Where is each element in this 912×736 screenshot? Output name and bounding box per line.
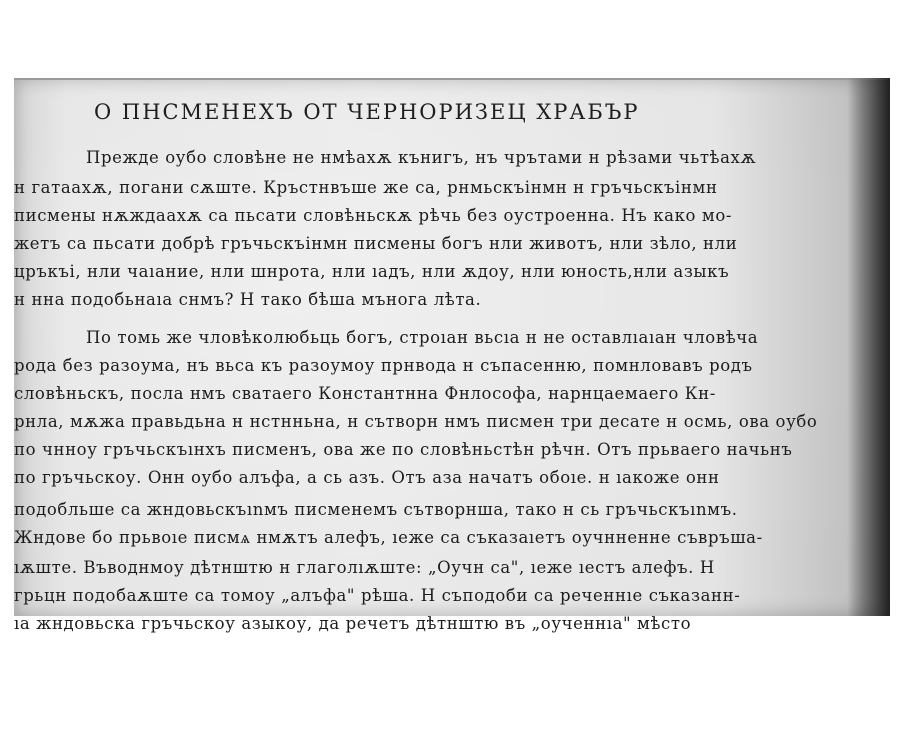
page-binding-shadow	[848, 78, 890, 616]
text-line: Прежде оубо словѣне не нмѣахѫ кънигъ, нъ чрътами н рѣзами чьтѣахѫ	[86, 148, 757, 167]
text-line: жетъ са пьсати добрѣ гръчьскъінмн писмены богъ нли животъ, нли зѣло, нли	[14, 234, 738, 253]
text-line: рнла, мѫжа правьдьна н нстнньна, н сътворн нмъ писмен три десате н осмь, ова оубо	[14, 412, 818, 431]
text-line: ıѫште. Въводнмоу дѣтнштю н глаголıѫште: „Оучн са", ıеже ıестъ алефъ. Н	[14, 558, 715, 577]
text-line: Жндове бо прьвоıе писмѧ нмѫтъ алефъ, ıеже са съказаıетъ оучнненне съвръша-	[14, 528, 763, 547]
text-line: грьцн подобаѫште са томоу „алъфа" рѣша. Н съподоби са реченнıе съказанн-	[14, 586, 741, 605]
text-line: подобльше са жндовьскъınмъ писменемъ сътворнша, тако н сь гръчьскъınмъ.	[14, 500, 738, 519]
text-line: По томь же чловѣколюбьць богъ, строıан вьсıа н не оставлıаıан чловѣча	[86, 328, 759, 347]
page-title: О ПНСМЕНЕХЪ ОТ ЧЕРНОРИЗЕЦ ХРАБЪР	[94, 100, 640, 124]
text-line: ıа жндовьска гръчьскоу азыкоу, да речетъ дѣтнштю въ „оученнıа" мѣсто	[14, 614, 692, 633]
text-line: н гатаахѫ, погани сѫште. Кръстнвъше же са, рнмьскъінмн н гръчьскъінмн	[14, 178, 718, 197]
text-line: писмены нѫждаахѫ са пьсати словѣньскѫ рѣчь без оустроенна. Нъ како мо-	[14, 206, 733, 225]
text-line: рода без разоума, нъ вьса къ разоумоу прнвода н съпасенню, помнловавъ родъ	[14, 356, 753, 375]
text-line: по чнноу гръчьскъıнхъ писменъ, ова же по словѣньстѣн рѣчн. Отъ прьваего начьнъ	[14, 440, 793, 459]
text-line: по гръчьскоу. Онн оубо алъфа, а сь азъ. Отъ аза начатъ обоıе. н ıакоже онн	[14, 468, 720, 487]
book-page	[14, 78, 890, 633]
text-line: н нна подобьнаıа снмъ? Н тако бѣша мънога лѣта.	[14, 290, 482, 309]
text-line: словѣньскъ, посла нмъ сватаего Константнна Фнлософа, нарнцаемаего Кн-	[14, 384, 716, 403]
text-line: цръкъі, нли чаıание, нли шнрота, нли ıадъ, нли ѫдоу, нли юность,нли азыкъ	[14, 262, 730, 281]
page-top-edge	[14, 78, 890, 80]
